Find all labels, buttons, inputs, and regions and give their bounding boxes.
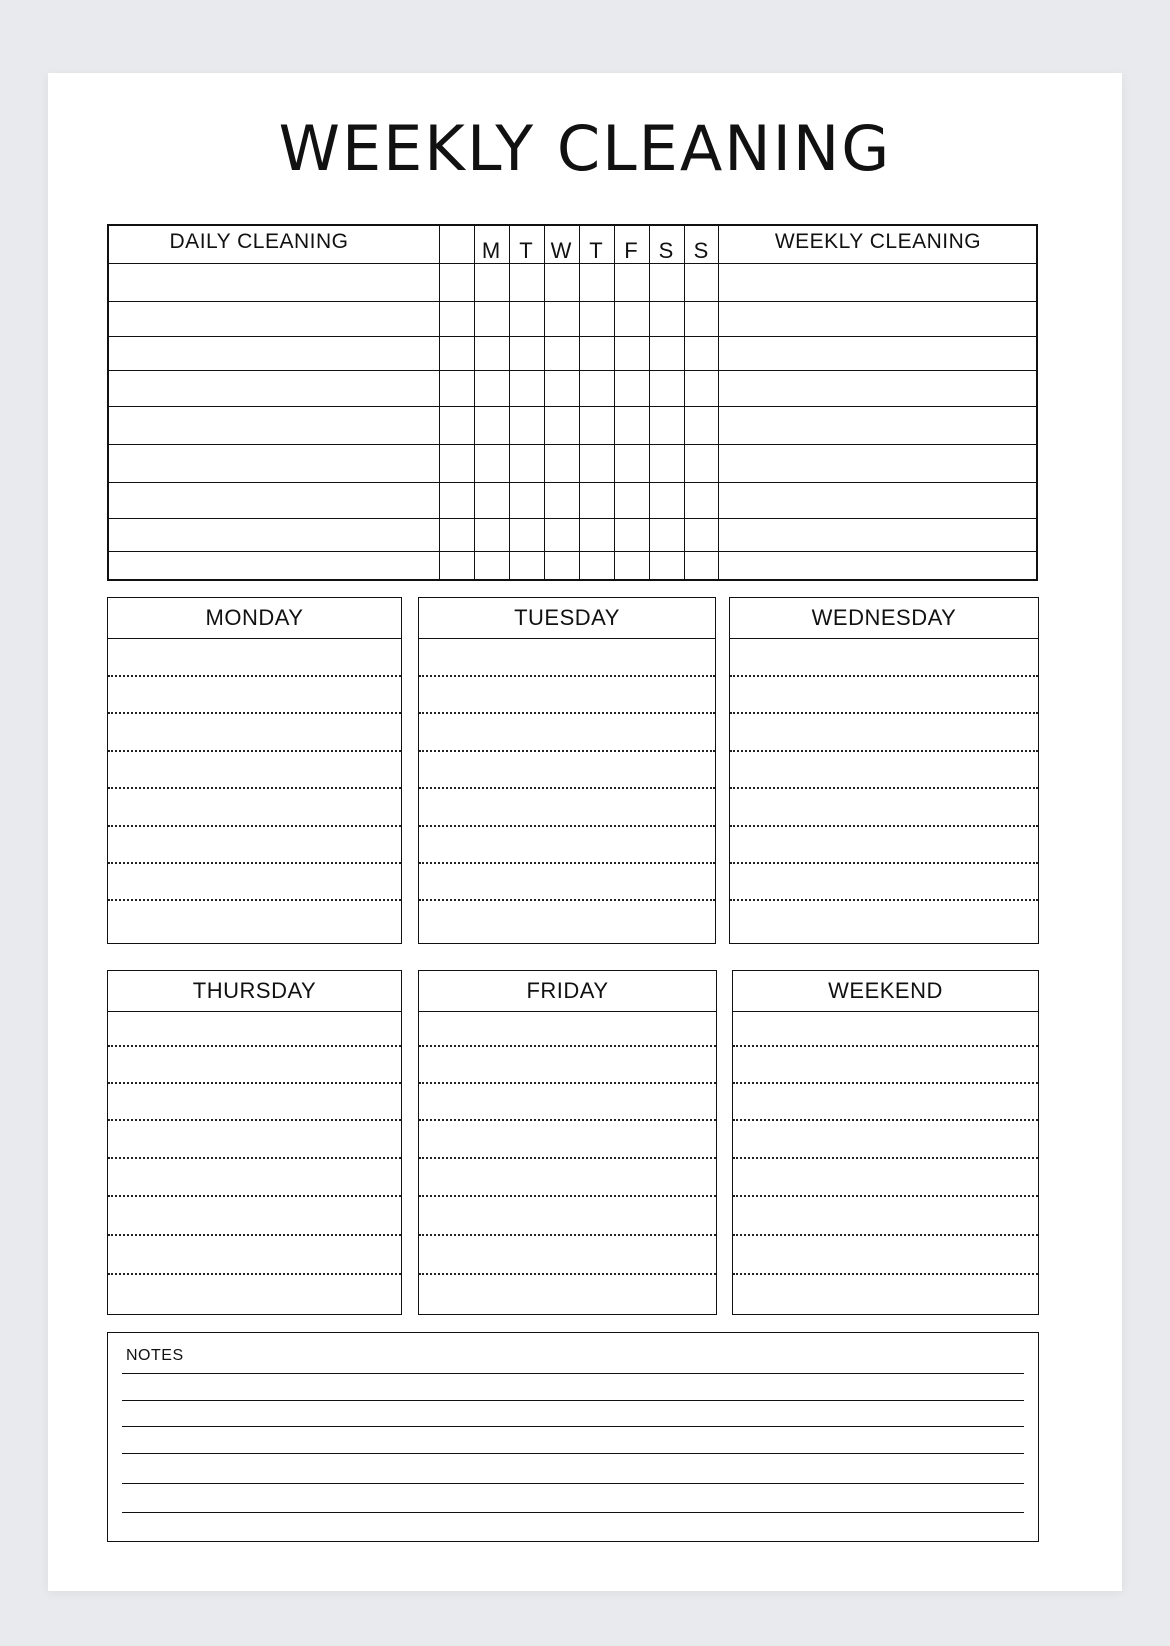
notes-box (107, 1332, 1039, 1542)
day-letter-thursday: T (589, 238, 603, 263)
grid-divider (614, 226, 615, 579)
dotted-line (108, 1234, 401, 1236)
dotted-line (419, 1119, 716, 1121)
notes-line (122, 1483, 1024, 1484)
dotted-line (108, 1082, 401, 1084)
notes-line (122, 1426, 1024, 1427)
dotted-line (108, 825, 401, 827)
dotted-line (730, 750, 1038, 752)
dotted-line (733, 1195, 1038, 1197)
grid-divider (718, 226, 719, 579)
dotted-line (419, 899, 715, 901)
notes-line (122, 1400, 1024, 1401)
notes-line (122, 1453, 1024, 1454)
dotted-line (733, 1082, 1038, 1084)
day-letter-friday: F (624, 238, 638, 263)
dotted-line (419, 1234, 716, 1236)
weekend-box (732, 970, 1039, 1315)
thursday-box (107, 970, 402, 1315)
grid-divider (649, 226, 650, 579)
daily-cleaning-header: DAILY CLEANING (169, 230, 349, 253)
monday-title: MONDAY (108, 598, 401, 639)
dotted-line (419, 1045, 716, 1047)
grid-divider (509, 226, 510, 579)
dotted-line (419, 787, 715, 789)
grid-divider (579, 226, 580, 579)
weekend-title: WEEKEND (733, 971, 1038, 1012)
dotted-line (730, 825, 1038, 827)
dotted-line (730, 712, 1038, 714)
dotted-line (108, 1195, 401, 1197)
dotted-line (730, 899, 1038, 901)
day-letter-saturday: S (658, 238, 674, 263)
grid-row-line (109, 406, 1036, 407)
weekly-cleaning-header: WEEKLY CLEANING (774, 230, 982, 253)
dotted-line (108, 1119, 401, 1121)
grid-row-line (109, 370, 1036, 371)
monday-box (107, 597, 402, 944)
thursday-title: THURSDAY (108, 971, 401, 1012)
notes-line (122, 1512, 1024, 1513)
dotted-line (730, 675, 1038, 677)
friday-box (418, 970, 717, 1315)
dotted-line (419, 1157, 716, 1159)
day-letter-wednesday: W (550, 238, 572, 263)
grid-row-line (109, 482, 1036, 483)
grid-divider (544, 226, 545, 579)
dotted-line (419, 675, 715, 677)
dotted-line (108, 712, 401, 714)
notes-label: NOTES (126, 1347, 184, 1364)
notes-line (122, 1373, 1024, 1374)
wednesday-box (729, 597, 1039, 944)
day-letter-monday: M (481, 238, 501, 263)
cleaning-tracker-grid (107, 224, 1038, 581)
day-letter-tuesday: T (519, 238, 533, 263)
dotted-line (733, 1234, 1038, 1236)
dotted-line (419, 825, 715, 827)
dotted-line (730, 787, 1038, 789)
grid-row-line (109, 551, 1036, 552)
dotted-line (108, 675, 401, 677)
grid-row-line (109, 336, 1036, 337)
grid-divider (684, 226, 685, 579)
dotted-line (108, 1157, 401, 1159)
dotted-line (108, 750, 401, 752)
dotted-line (733, 1045, 1038, 1047)
tuesday-box (418, 597, 716, 944)
day-letter-sunday: S (693, 238, 709, 263)
grid-row-line (109, 444, 1036, 445)
dotted-line (733, 1119, 1038, 1121)
dotted-line (419, 750, 715, 752)
dotted-line (108, 787, 401, 789)
grid-divider (439, 226, 440, 579)
grid-row-line (109, 518, 1036, 519)
dotted-line (108, 1273, 401, 1275)
dotted-line (419, 712, 715, 714)
wednesday-title: WEDNESDAY (730, 598, 1038, 639)
dotted-line (733, 1273, 1038, 1275)
tuesday-title: TUESDAY (419, 598, 715, 639)
grid-row-line (109, 301, 1036, 302)
grid-divider (474, 226, 475, 579)
dotted-line (108, 899, 401, 901)
friday-title: FRIDAY (419, 971, 716, 1012)
dotted-line (733, 1157, 1038, 1159)
dotted-line (419, 1082, 716, 1084)
dotted-line (730, 862, 1038, 864)
dotted-line (419, 1195, 716, 1197)
page-title: WEEKLY CLEANING (278, 112, 892, 185)
dotted-line (108, 862, 401, 864)
dotted-line (419, 862, 715, 864)
dotted-line (419, 1273, 716, 1275)
dotted-line (108, 1045, 401, 1047)
